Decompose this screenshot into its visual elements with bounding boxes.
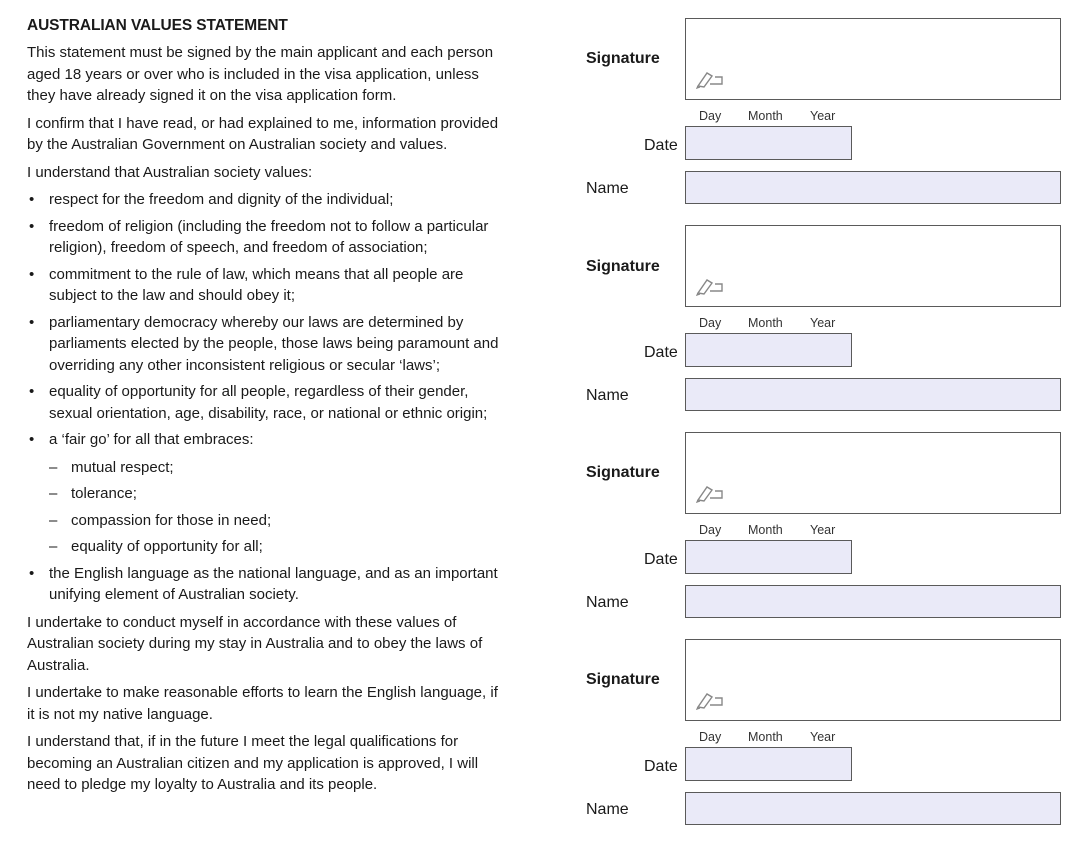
name-label: Name (586, 594, 629, 611)
day-label: Day (699, 523, 722, 537)
pledge-paragraph: I understand that, if in the future I meet the legal qualifications for becoming an Australian citizen and my application is approved, I will need to pledge my loyalty to Australia and its people. (27, 733, 479, 793)
signature-block-3 (585, 432, 1065, 632)
value-item: • equality of opportunity for all people, regardless of their gender, sexual orientation, age, disability, race, or national or ethnic origin; (27, 381, 505, 424)
pen-signature-icon (696, 276, 724, 296)
name-field-2[interactable] (685, 378, 1061, 411)
year-label: Year (810, 523, 836, 537)
value-item: • parliamentary democracy whereby our laws are determined by parliaments elected by the people, those laws being paramount and overriding any other inconsistent religious or secular ‘laws’; (27, 312, 505, 377)
intro-paragraph: This statement must be signed by the main applicant and each person aged 18 years or over who is included in the visa application, unless they have already signed it on the visa application form. (27, 44, 494, 104)
values-list (27, 189, 505, 606)
name-label: Name (586, 387, 629, 404)
undertake-conduct-paragraph: I undertake to conduct myself in accordance with these values of Australian society during my stay in Australia and to obey the laws of Australia. (27, 613, 483, 674)
value-item: • respect for the freedom and dignity of the individual; (27, 189, 505, 211)
fair-go-list (49, 457, 505, 558)
signature-label: Signature (586, 258, 660, 275)
day-label: Day (699, 109, 722, 123)
name-field-3[interactable] (685, 585, 1061, 618)
signature-label: Signature (586, 671, 660, 688)
name-label: Name (586, 180, 629, 197)
signature-label: Signature (586, 50, 660, 67)
signature-block-1 (585, 18, 1065, 218)
value-item-fair-go (27, 429, 505, 558)
year-label: Year (810, 109, 836, 123)
pen-signature-icon (696, 483, 724, 503)
understand-paragraph: I understand that Australian society values: (27, 163, 313, 181)
date-label: Date (644, 758, 678, 775)
signature-label: Signature (586, 464, 660, 481)
fair-go-item: – equality of opportunity for all; (49, 536, 505, 558)
date-field-1[interactable] (685, 126, 852, 160)
day-label: Day (699, 316, 722, 330)
signature-field-2[interactable] (685, 225, 1061, 307)
pen-signature-icon (696, 690, 724, 710)
value-item: • the English language as the national language, and as an important unifying element of Australian society. (27, 563, 505, 606)
name-field-1[interactable] (685, 171, 1061, 204)
month-label: Month (748, 109, 783, 123)
month-label: Month (748, 316, 783, 330)
date-field-3[interactable] (685, 540, 852, 574)
date-label: Date (644, 551, 678, 568)
statement-title: AUSTRALIAN VALUES STATEMENT (27, 17, 288, 34)
signature-block-2 (585, 225, 1065, 425)
date-field-2[interactable] (685, 333, 852, 367)
year-label: Year (810, 316, 836, 330)
fair-go-item: – compassion for those in need; (49, 510, 505, 532)
fair-go-item: – tolerance; (49, 483, 505, 505)
signature-field-1[interactable] (685, 18, 1061, 100)
value-item: • commitment to the rule of law, which means that all people are subject to the law and should obey it; (27, 264, 505, 307)
signature-block-4 (585, 639, 1065, 839)
date-label: Date (644, 344, 678, 361)
date-field-4[interactable] (685, 747, 852, 781)
name-field-4[interactable] (685, 792, 1061, 825)
day-label: Day (699, 730, 722, 744)
statement-column (27, 14, 505, 802)
fair-go-text: a ‘fair go’ for all that embraces: (49, 431, 254, 448)
date-label: Date (644, 137, 678, 154)
month-label: Month (748, 730, 783, 744)
signature-field-4[interactable] (685, 639, 1061, 721)
fair-go-item: – mutual respect; (49, 457, 505, 479)
value-item: • freedom of religion (including the freedom not to follow a particular religion), freedom of speech, and freedom of association; (27, 216, 505, 259)
confirm-paragraph: I confirm that I have read, or had explained to me, information provided by the Australian Government on Australian society and values. (27, 114, 499, 153)
name-label: Name (586, 801, 629, 818)
undertake-english-paragraph: I undertake to make reasonable efforts to learn the English language, if it is not my native language. (27, 684, 498, 723)
month-label: Month (748, 523, 783, 537)
year-label: Year (810, 730, 836, 744)
signature-field-3[interactable] (685, 432, 1061, 514)
pen-signature-icon (696, 69, 724, 89)
